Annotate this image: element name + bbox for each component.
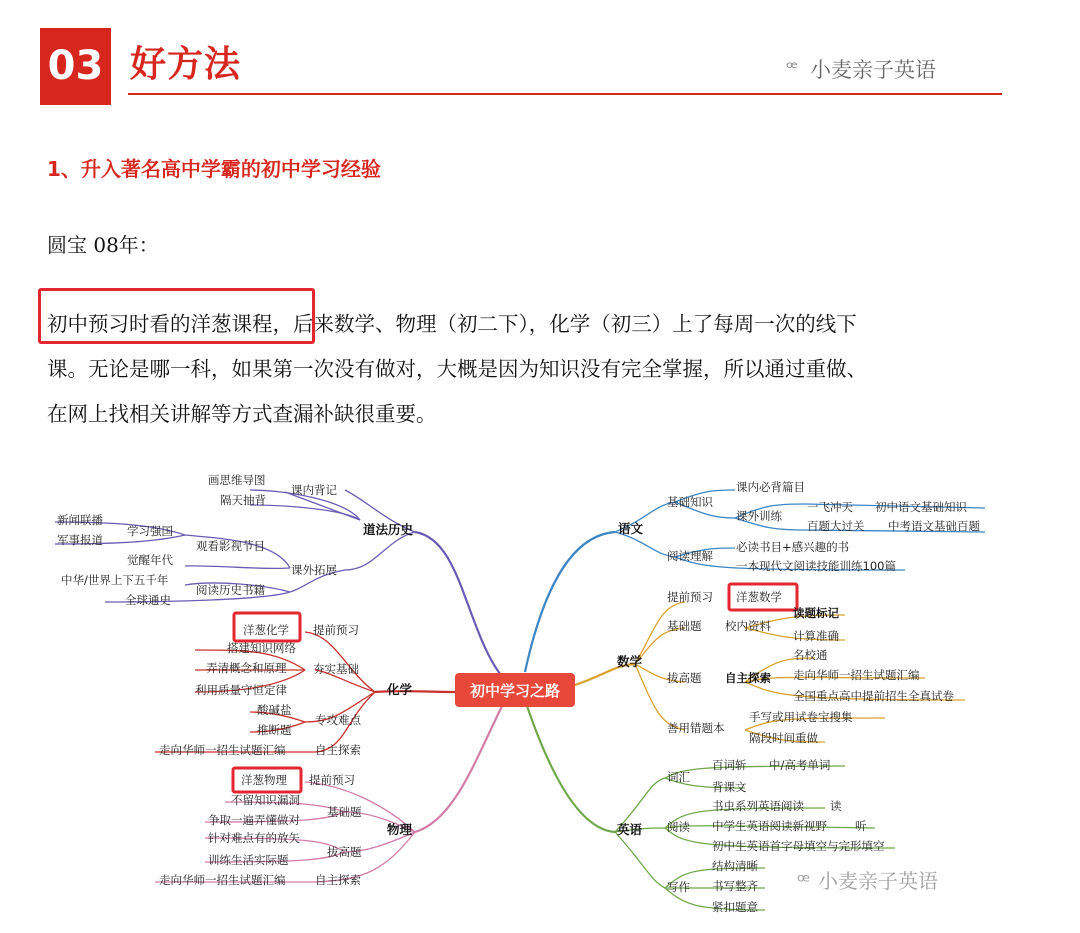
section-number: 03 — [47, 43, 104, 89]
branch-wuli — [415, 700, 505, 832]
watermark-top: 小麦亲子英语 — [810, 58, 936, 82]
node-yingyu-reading-item-1: 书虫系列英语阅读 — [712, 799, 804, 813]
wechat-logo-icon: ꟹ — [786, 58, 798, 79]
node-kewai: 课外拓展 — [291, 563, 337, 577]
branch-yuwen — [525, 532, 615, 672]
node-read: 阅读历史书籍 — [196, 583, 265, 597]
node-xuexi-item-2: 军事报道 — [57, 533, 103, 547]
node-yingyu-writing-item-2: 书写整齐 — [712, 879, 758, 893]
highlighted-phrase: 初中预习时看的洋葱课程 — [47, 312, 273, 336]
node-shuxue-high-item-2: 走向华师一招生试题汇编 — [793, 668, 920, 682]
node-shuxue-base-sub: 校内资料 — [725, 619, 771, 633]
node-wuli-high-item-2: 训练生活实际题 — [208, 853, 289, 867]
node-huaxue-self: 自主探索 — [315, 743, 361, 757]
node-huaxue-preview: 提前预习 — [313, 623, 359, 637]
node-yingyu-vocab-sub: 中/高考单词 — [769, 758, 831, 772]
node-watch-item-1: 学习强国 — [127, 524, 173, 538]
node-xuexi-item-1: 新闻联播 — [57, 513, 103, 527]
branch-daofa — [415, 532, 510, 686]
node-yuwen-train-sub-2: 中考语文基础百题 — [888, 519, 980, 533]
node-watch-item-2: 觉醒年代 — [127, 553, 173, 567]
node-shuxue-wrong-item-2: 隔段时间重做 — [749, 731, 818, 745]
highlight-box — [38, 288, 315, 344]
mindmap-center: 初中学习之路 — [469, 682, 561, 700]
node-yuwen: 语文 — [618, 521, 644, 536]
node-shuxue: 数学 — [617, 654, 643, 669]
node-wuli-base: 基础题 — [327, 805, 362, 819]
node-wuli-self-item: 走向华师一招生试题汇编 — [159, 873, 286, 887]
node-wuli-base-item-2: 争取一遍弄懂做对 — [208, 813, 300, 827]
section-title: 好方法 — [130, 44, 242, 85]
node-shuxue-wrong: 善用错题本 — [667, 721, 725, 735]
node-huaxue-self-item: 走向华师一招生试题汇编 — [159, 743, 286, 757]
node-yuwen-train-sub-1: 初中语文基础知识 — [875, 500, 967, 514]
node-yingyu-reading: 阅读 — [667, 820, 690, 834]
node-huaxue-hard: 专攻难点 — [315, 713, 361, 727]
node-yingyu-reading-tag-1: 读 — [830, 799, 842, 813]
node-yuwen-base-item-1: 课内必背篇目 — [736, 480, 805, 494]
node-kenei: 课内背记 — [291, 483, 337, 497]
node-yuwen-base-item-2: 课外训练 — [736, 509, 782, 523]
mindmap-diagram — [45, 460, 1045, 930]
node-daofa: 道法历史 — [363, 522, 414, 537]
node-shuxue-high: 拔高题 — [667, 671, 702, 685]
node-yuwen-train-2: 百题大过关 — [807, 519, 865, 533]
node-shuxue-base-item-1: 读题标记 — [793, 606, 839, 620]
node-yingyu-reading-item-2: 中学生英语阅读新视野 — [712, 819, 827, 833]
node-huaxue-preview-item: 洋葱化学 — [243, 623, 289, 637]
node-shuxue-wrong-item-1: 手写或用试卷宝搜集 — [749, 710, 853, 724]
node-yingyu: 英语 — [617, 822, 643, 837]
branch-yingyu — [525, 700, 615, 832]
node-shuxue-preview: 提前预习 — [667, 590, 713, 604]
node-yuwen-base: 基础知识 — [667, 495, 713, 509]
node-read-item-1: 中华/世界上下五千年 — [61, 573, 169, 587]
node-wuli: 物理 — [387, 822, 413, 837]
node-read-item-2: 全球通史 — [125, 593, 171, 607]
node-yingyu-writing-item-3: 紧扣题意 — [712, 900, 758, 914]
node-huaxue-hard-item-2: 推断题 — [257, 723, 292, 737]
wechat-icon: ꟹ — [797, 869, 810, 893]
node-shuxue-base-item-2: 计算准确 — [793, 629, 839, 643]
author-line: 圆宝 08年： — [47, 233, 159, 257]
paragraph-line-1: 初中预习时看的洋葱课程，后来数学、物理（初二下），化学（初三）上了每周一次的线下 — [47, 312, 857, 336]
article-heading: 1、升入著名高中学霸的初中学习经验 — [47, 157, 381, 181]
node-kenei-item-1: 画思维导图 — [208, 473, 266, 487]
node-wuli-high: 拔高题 — [327, 845, 362, 859]
node-huaxue-hard-item-1: 酸碱盐 — [257, 703, 292, 717]
paragraph-line-3: 在网上找相关讲解等方式查漏补缺很重要。 — [47, 402, 437, 426]
node-shuxue-high-sub: 自主探索 — [725, 671, 771, 685]
node-yuwen-reading-item-1: 必读书目+感兴趣的书 — [736, 540, 850, 554]
section-divider — [128, 93, 1002, 95]
node-yingyu-vocab-item-1: 百词斩 — [712, 758, 747, 772]
node-wuli-preview: 提前预习 — [309, 773, 355, 787]
node-shuxue-high-item-1: 名校通 — [793, 648, 828, 662]
node-shuxue-base: 基础题 — [667, 619, 702, 633]
node-huaxue-base-item-1: 搭建知识网络 — [227, 641, 296, 655]
node-yingyu-vocab: 词汇 — [667, 770, 690, 784]
node-yingyu-writing-item-1: 结构清晰 — [712, 859, 758, 873]
node-yingyu-reading-item-3: 初中生英语首字母填空与完形填空 — [712, 839, 885, 853]
node-huaxue-base: 夯实基础 — [313, 662, 359, 676]
node-yuwen-reading-item-2: 一本现代文阅读技能训练100篇 — [736, 559, 896, 573]
node-yingyu-vocab-item-2: 背课文 — [712, 780, 747, 794]
node-yuwen-train-1: 一飞冲天 — [807, 500, 853, 514]
node-yuwen-reading: 阅读理解 — [667, 549, 713, 563]
watermark-mindmap: 小麦亲子英语 — [818, 869, 938, 893]
paragraph-line-2: 课。无论是哪一科，如果第一次没有做对，大概是因为知识没有完全掌握，所以通过重做、 — [47, 357, 867, 381]
node-yingyu-writing: 写作 — [667, 880, 690, 894]
node-yingyu-reading-tag-2: 听 — [855, 819, 867, 833]
node-wuli-high-item-1: 针对难点有的放矢 — [208, 831, 300, 845]
node-wuli-base-item-1: 不留知识漏洞 — [231, 793, 300, 807]
node-huaxue-base-item-2: 弄清概念和原理 — [206, 661, 287, 675]
node-huaxue: 化学 — [387, 682, 413, 697]
node-kenei-item-2: 隔天抽背 — [220, 493, 266, 507]
node-shuxue-high-item-3: 全国重点高中提前招生全真试卷 — [793, 689, 954, 703]
node-wuli-preview-item: 洋葱物理 — [241, 773, 287, 787]
node-watch: 观看影视节目 — [196, 539, 265, 553]
node-shuxue-preview-item: 洋葱数学 — [736, 590, 782, 604]
node-huaxue-base-item-3: 利用质量守恒定律 — [195, 683, 287, 697]
node-wuli-self: 自主探索 — [315, 873, 361, 887]
